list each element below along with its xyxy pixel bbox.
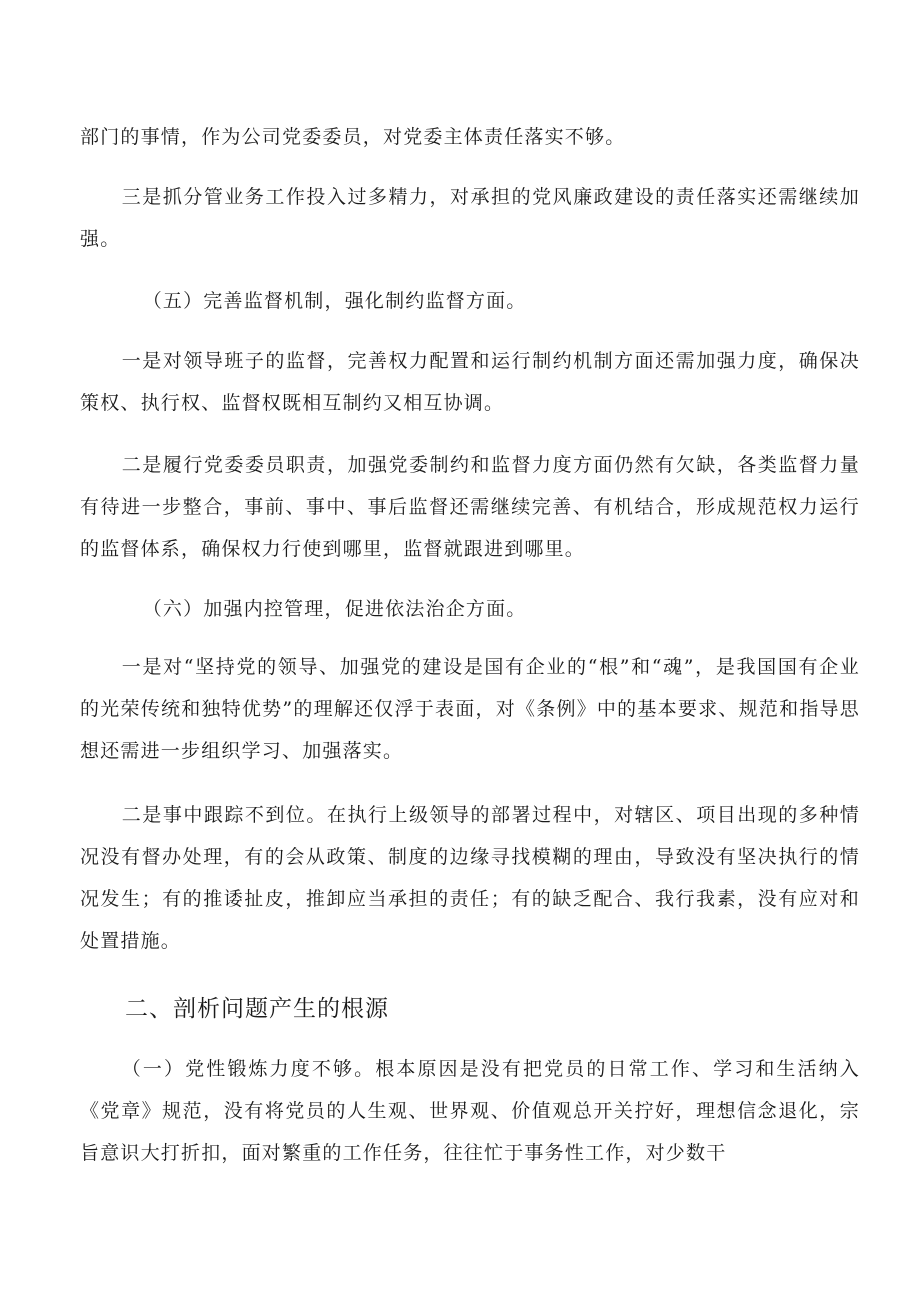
paragraph-continuation: 部门的事情，作为公司党委委员，对党委主体责任落实不够。 — [80, 126, 626, 148]
subheading-six: （六）加强内控管理，促进依法治企方面。 — [142, 598, 527, 620]
paragraph-root-cause-one: （一）党性锻炼力度不够。根本原因是没有把党员的日常工作、学习和生活纳入《党章》规范，没有将党员的人生观、世界观、价值观总开关拧好，理想信念退化，宗旨意识大打折扣，面对繁重的工作任务，往往忙于事务性工作，对少数干 — [80, 1058, 860, 1164]
paragraph-point-three: 三是抓分管业务工作投入过多精力，对承担的党风廉政建设的责任落实还需继续加强。 — [80, 186, 860, 250]
paragraph-six-point-one: 一是对“坚持党的领导、加强党的建设是国有企业的“根”和“魂”，是我国国有企业的光荣传统和独特优势”的理解还仅浮于表面，对《条例》中的基本要求、规范和指导思想还需进一步组织学习、加强落实。 — [80, 656, 860, 762]
section-heading-two: 二、剖析问题产生的根源 — [125, 996, 389, 1022]
subheading-five: （五）完善监督机制，强化制约监督方面。 — [142, 290, 527, 312]
paragraph-five-point-two: 二是履行党委委员职责，加强党委制约和监督力度方面仍然有欠缺，各类监督力量有待进一步整合，事前、事中、事后监督还需继续完善、有机结合，形成规范权力运行的监督体系，确保权力行使到哪里，监督就跟进到哪里。 — [80, 454, 860, 560]
paragraph-five-point-one: 一是对领导班子的监督，完善权力配置和运行制约机制方面还需加强力度，确保决策权、执行权、监督权既相互制约又相互协调。 — [80, 350, 860, 414]
paragraph-six-point-two: 二是事中跟踪不到位。在执行上级领导的部署过程中，对辖区、项目出现的多种情况没有督办处理，有的会从政策、制度的边缘寻找模糊的理由，导致没有坚决执行的情况发生；有的推诿扯皮，推卸应当承担的责任；有的缺乏配合、我行我素，没有应对和处置措施。 — [80, 804, 860, 952]
